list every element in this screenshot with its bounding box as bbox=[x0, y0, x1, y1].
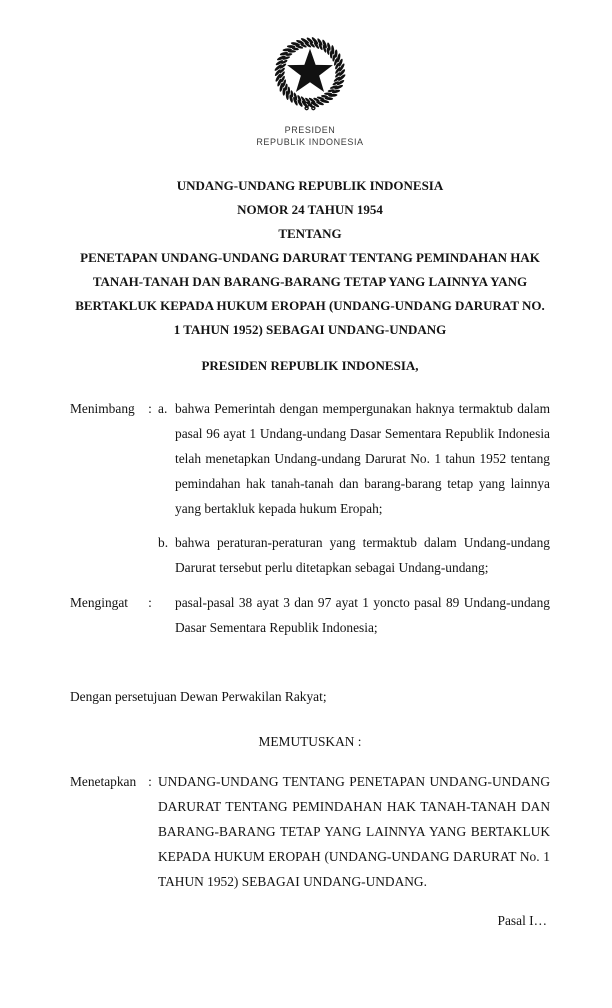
item-text: bahwa Pemerintah dengan mempergunakan haknya termaktub dalam pasal 96 ayat 1 Undang-undang Dasar Sementara Republik Indonesia telah menetapkan Undang-undang Darurat No. 1 tahun 1952 tentang pemindahan hak tanah-tanah dan barang-barang tetap yang lainnya yang bertakluk kepada hukum Eropah; bbox=[175, 401, 550, 516]
menimbang-items bbox=[158, 396, 550, 580]
law-subject: PENETAPAN UNDANG-UNDANG DARURAT TENTANG PEMINDAHAN HAK TANAH-TANAH DAN BARANG-BARANG TETAP YANG LAINNYA YANG BERTAKLUK KEPADA HUKUM EROPAH (UNDANG-UNDANG DARURAT NO. 1 TAHUN 1952) SEBAGAI UNDANG-UNDANG bbox=[75, 250, 545, 337]
law-number-line: NOMOR 24 TAHUN 1954 bbox=[237, 202, 383, 217]
menetapkan-colon: : bbox=[148, 774, 152, 789]
menetapkan-label: Menetapkan bbox=[70, 774, 137, 789]
mengingat-text: pasal-pasal 38 ayat 3 dan 97 ayat 1 yoncto pasal 89 Undang-undang Dasar Sementara Republik Indonesia; bbox=[175, 595, 550, 635]
memutuskan-heading: MEMUTUSKAN : bbox=[258, 734, 362, 749]
menimbang-section bbox=[70, 396, 550, 580]
page-catchword: Pasal I… bbox=[497, 913, 547, 928]
item-letter: b. bbox=[158, 535, 169, 550]
menimbang-item-b bbox=[158, 530, 550, 580]
menetapkan-section bbox=[70, 769, 550, 894]
agreement-line: Dengan persetujuan Dewan Perwakilan Rakyat; bbox=[70, 689, 327, 704]
letterhead-republik-indonesia: REPUBLIK INDONESIA bbox=[256, 137, 364, 147]
law-title-line-1: UNDANG-UNDANG REPUBLIK INDONESIA bbox=[176, 178, 444, 193]
star-icon bbox=[287, 49, 333, 92]
menimbang-label: Menimbang bbox=[70, 401, 135, 416]
mengingat-section bbox=[70, 590, 550, 640]
mengingat-colon: : bbox=[148, 595, 152, 610]
letterhead bbox=[70, 36, 550, 148]
letterhead-presiden: PRESIDEN bbox=[284, 125, 336, 135]
tentang-line: TENTANG bbox=[278, 226, 342, 241]
item-text: bahwa peraturan-peraturan yang termaktub dalam Undang-undang Darurat tersebut perlu ditetapkan sebagai Undang-undang; bbox=[175, 535, 550, 575]
menetapkan-text: UNDANG-UNDANG TENTANG PENETAPAN UNDANG-UNDANG DARURAT TENTANG PEMINDAHAN HAK TANAH-TANAH DAN BARANG-BARANG TETAP YANG LAINNYA YANG BERTAKLUK KEPADA HUKUM EROPAH (UNDANG-UNDANG DARURAT No. 1 TAHUN 1952) SEBAGAI UNDANG-UNDANG. bbox=[158, 774, 550, 889]
presidential-star-wreath-emblem-icon bbox=[262, 36, 358, 114]
mengingat-label: Mengingat bbox=[70, 595, 129, 610]
item-letter: a. bbox=[158, 401, 168, 416]
law-title-block bbox=[70, 174, 550, 342]
preamble-heading: PRESIDEN REPUBLIK INDONESIA, bbox=[201, 358, 419, 373]
menimbang-item-a bbox=[158, 396, 550, 521]
menimbang-colon: : bbox=[148, 401, 152, 416]
